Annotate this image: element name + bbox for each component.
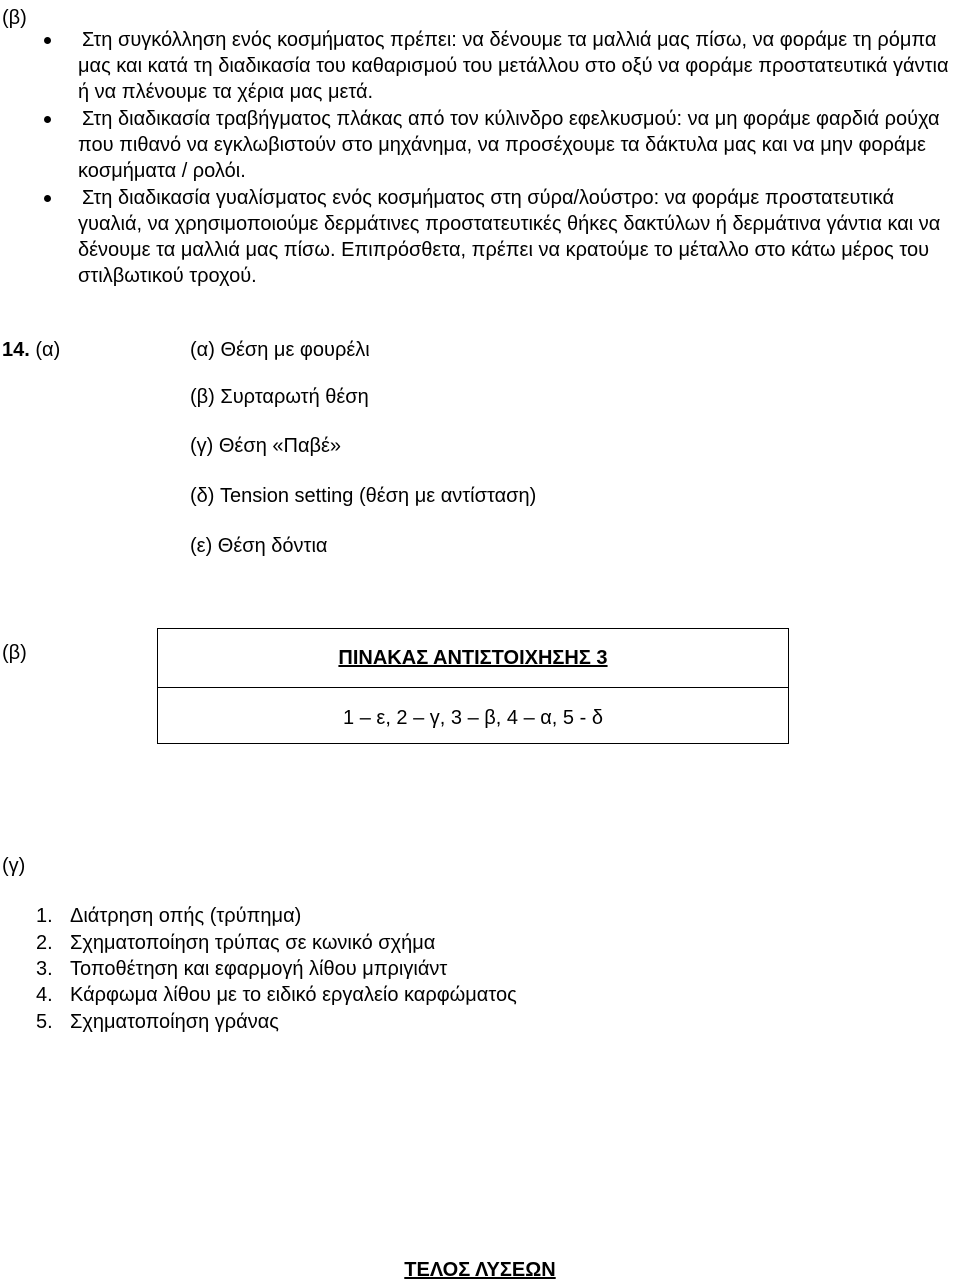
option-e: (ε) Θέση δόντια	[190, 535, 328, 557]
option-a: (α) Θέση με φουρέλι	[190, 339, 370, 361]
step-text: Διάτρηση οπής (τρύπημα)	[70, 905, 302, 927]
step-text: Τοποθέτηση και εφαρμογή λίθου μπριγιάντ	[70, 958, 448, 980]
step-item	[36, 903, 301, 929]
step-number: 5.	[36, 1011, 53, 1033]
step-text: Κάρφωμα λίθου με το ειδικό εργαλείο καρφώματος	[70, 984, 517, 1006]
step-number: 1.	[36, 905, 53, 927]
table-title: ΠΙΝΑΚΑΣ ΑΝΤΙΣΤΟΙΧΗΣΗΣ 3	[338, 647, 608, 669]
option-c: (γ) Θέση «Παβέ»	[190, 435, 342, 457]
step-text: Σχηματοποίηση γράνας	[70, 1011, 279, 1033]
option-b: (β) Συρταρωτή θέση	[190, 386, 369, 408]
bullet-paragraph-2: Στη διαδικασία τραβήγματος πλάκας από τον κύλινδρο εφελκυσμού: να μη φοράμε φαρδιά ρούχα που πιθανό να εγκλωβιστούν στο μηχάνημα, να προσέχουμε τα δάκτυλα μας και να μην φοράμε κοσμήματα / ρολόι.	[78, 108, 940, 182]
bullet-icon	[44, 195, 51, 202]
step-item	[36, 956, 447, 982]
step-item	[36, 1009, 279, 1035]
correspondence-table	[157, 628, 789, 744]
bullet-icon	[44, 37, 51, 44]
bullet-paragraph-1: Στη συγκόλληση ενός κοσμήματος πρέπει: να δένουμε τα μαλλιά μας πίσω, να φοράμε τη ρόμπα μας και κατά τη διαδικασία του καθαρισμού του μετάλλου στο οξύ να φοράμε προστατευτικά γάντια ή να πλένουμε τα χέρια μας μετά.	[78, 29, 949, 103]
question-number: 14.	[2, 339, 30, 361]
step-number: 2.	[36, 932, 53, 954]
table-divider	[158, 687, 788, 688]
bullet-icon	[44, 116, 51, 123]
step-item	[36, 982, 517, 1008]
question-14-heading	[2, 337, 60, 363]
step-number: 3.	[36, 958, 53, 980]
option-d: (δ) Tension setting (θέση με αντίσταση)	[190, 485, 537, 507]
section-b-label: (β)	[2, 7, 27, 29]
part-b-label: (β)	[2, 642, 27, 664]
end-of-solutions: ΤΕΛΟΣ ΛΥΣΕΩΝ	[404, 1259, 556, 1281]
step-item	[36, 930, 435, 956]
part-a-label: (α)	[35, 339, 61, 361]
bullet-paragraph-3: Στη διαδικασία γυαλίσματος ενός κοσμήματος στη σύρα/λούστρο: να φοράμε προστατευτικά γυαλιά, να χρησιμοποιούμε δερμάτινες προστατευτικές θήκες δακτύλων ή δερμάτινα γάντια και να δένουμε τα μαλλιά μας πίσω. Επιπρόσθετα, πρέπει να κρατούμε το μέταλλο στο κάτω μέρος του στιλβωτικού τροχού.	[78, 187, 941, 287]
part-c-label: (γ)	[2, 855, 26, 877]
step-number: 4.	[36, 984, 53, 1006]
step-text: Σχηματοποίηση τρύπας σε κωνικό σχήμα	[70, 932, 436, 954]
table-answer: 1 – ε, 2 – γ, 3 – β, 4 – α, 5 - δ	[343, 707, 603, 729]
